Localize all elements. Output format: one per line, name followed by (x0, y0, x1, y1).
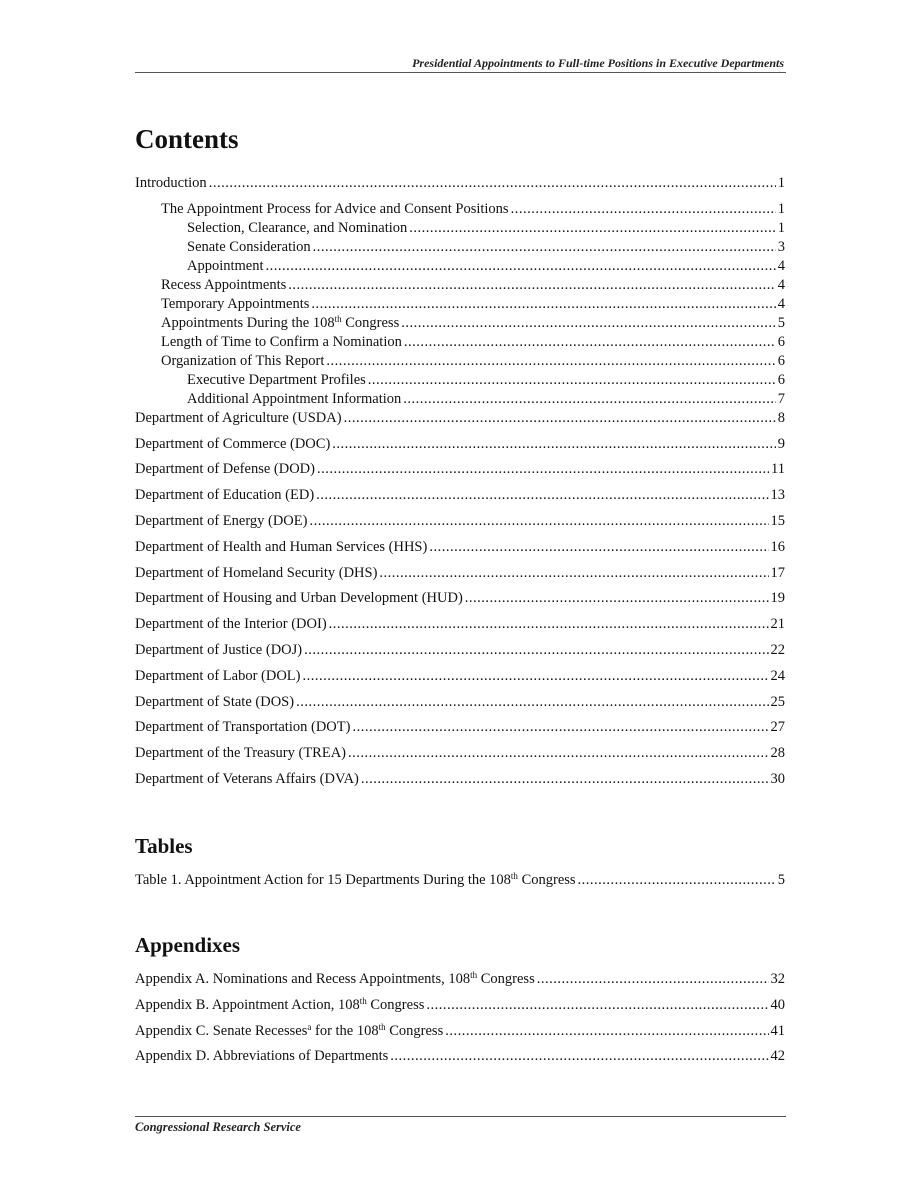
toc-entry-appendix-b[interactable]: Appendix B. Appointment Action, 108th Congress ..... 40 (135, 997, 785, 1023)
page-number: 1 (777, 200, 785, 217)
page-number: 15 (770, 512, 785, 529)
toc-entry-dol[interactable]: Department of Labor (DOL) ..... 24 (135, 668, 785, 694)
page-number: 16 (770, 538, 785, 555)
toc-entry-dhs[interactable]: Department of Homeland Security (DHS) ..... 17 (135, 565, 785, 591)
toc-entry-ed[interactable]: Department of Education (ED) ..... 13 (135, 487, 785, 513)
toc-entry-doi[interactable]: Department of the Interior (DOI) ..... 21 (135, 616, 785, 642)
page-number: 30 (770, 770, 785, 787)
page-number: 3 (777, 238, 785, 255)
appendixes-list (135, 971, 785, 1074)
page-number: 13 (770, 487, 785, 504)
contents-list (135, 175, 785, 797)
page-number: 40 (770, 996, 785, 1013)
page-number: 1 (777, 175, 785, 191)
tables-list (135, 872, 785, 898)
page-number: 28 (770, 745, 785, 762)
toc-entry-dos[interactable]: Department of State (DOS) ..... 25 (135, 694, 785, 720)
page-number: 7 (777, 390, 785, 407)
page-number: 25 (770, 693, 785, 710)
toc-entry-dod[interactable]: Department of Defense (DOD) ..... 11 (135, 461, 785, 487)
toc-entry-appointments-108th[interactable]: Appointments During the 108th Congress ..... 5 (135, 315, 785, 334)
page-number: 41 (770, 1022, 785, 1039)
toc-entry-selection-clearance[interactable]: Selection, Clearance, and Nomination ..... 1 (135, 220, 785, 239)
page-number: 32 (770, 971, 785, 987)
page-number: 19 (770, 590, 785, 607)
toc-entry-recess-appointments[interactable]: Recess Appointments ..... 4 (135, 277, 785, 296)
page-number: 27 (770, 719, 785, 736)
toc-entry-appendix-c[interactable]: Appendix C. Senate Recesses$^a$ for the 108th Congress ..... 41 (135, 1023, 785, 1049)
page-number: 1 (777, 219, 785, 236)
toc-entry-doc[interactable]: Department of Commerce (DOC) ..... 9 (135, 436, 785, 462)
toc-entry-additional-info[interactable]: Additional Appointment Information ..... 7 (135, 391, 785, 410)
page-number: 6 (777, 371, 785, 388)
page-number: 9 (777, 435, 785, 452)
toc-entry-department-profiles[interactable]: Executive Department Profiles ..... 6 (135, 372, 785, 391)
footer-rule (135, 1116, 786, 1117)
page-number: 21 (770, 616, 785, 633)
contents-heading: Contents (135, 124, 239, 154)
toc-entry-organization[interactable]: Organization of This Report ..... 6 (135, 353, 785, 372)
header-rule (135, 72, 786, 73)
footer-publisher: Congressional Research Service (135, 1120, 301, 1134)
page-number: 6 (777, 352, 785, 369)
appendixes-heading: Appendixes (135, 933, 241, 957)
toc-entry-doj[interactable]: Department of Justice (DOJ) ..... 22 (135, 642, 785, 668)
page-number: 4 (777, 295, 785, 312)
page-number: 11 (771, 461, 785, 478)
page-number: 22 (770, 641, 785, 658)
page-number: 4 (777, 257, 785, 274)
toc-entry-temporary-appointments[interactable]: Temporary Appointments ..... 4 (135, 296, 785, 315)
toc-entry-trea[interactable]: Department of the Treasury (TREA) ..... 28 (135, 745, 785, 771)
toc-entry-appendix-a[interactable]: Appendix A. Nominations and Recess Appointments, 108th Congress ..... 32 (135, 971, 785, 997)
toc-entry-doe[interactable]: Department of Energy (DOE) ..... 15 (135, 513, 785, 539)
page-number: 6 (777, 333, 785, 350)
page-number: 4 (777, 276, 785, 293)
page-number: 8 (777, 409, 785, 426)
toc-entry-introduction[interactable]: Introduction ..... 1 (135, 175, 785, 201)
toc-entry-length-of-time[interactable]: Length of Time to Confirm a Nomination ..... 6 (135, 334, 785, 353)
toc-entry-table-1[interactable]: Table 1. Appointment Action for 15 Departments During the 108th Congress ..... 5 (135, 872, 785, 898)
toc-entry-hud[interactable]: Department of Housing and Urban Development (HUD) ..... 19 (135, 590, 785, 616)
toc-entry-senate-consideration[interactable]: Senate Consideration ..... 3 (135, 239, 785, 258)
page-number: 17 (770, 564, 785, 581)
running-header: Presidential Appointments to Full-time Positions in Executive Departments (412, 56, 784, 70)
page-number: 5 (777, 314, 785, 331)
toc-entry-dva[interactable]: Department of Veterans Affairs (DVA) ..... 30 (135, 771, 785, 797)
page-number: 24 (770, 667, 785, 684)
toc-entry-appointment-process[interactable]: The Appointment Process for Advice and Consent Positions ..... 1 (135, 201, 785, 220)
toc-entry-appointment[interactable]: Appointment ..... 4 (135, 258, 785, 277)
tables-heading: Tables (135, 834, 193, 858)
toc-entry-hhs[interactable]: Department of Health and Human Services (HHS) ..... 16 (135, 539, 785, 565)
toc-entry-appendix-d[interactable]: Appendix D. Abbreviations of Departments ..... 42 (135, 1048, 785, 1074)
page-number: 5 (777, 872, 785, 888)
toc-entry-dot[interactable]: Department of Transportation (DOT) ..... 27 (135, 719, 785, 745)
page-number: 42 (770, 1048, 785, 1065)
toc-entry-usda[interactable]: Department of Agriculture (USDA) ..... 8 (135, 410, 785, 436)
